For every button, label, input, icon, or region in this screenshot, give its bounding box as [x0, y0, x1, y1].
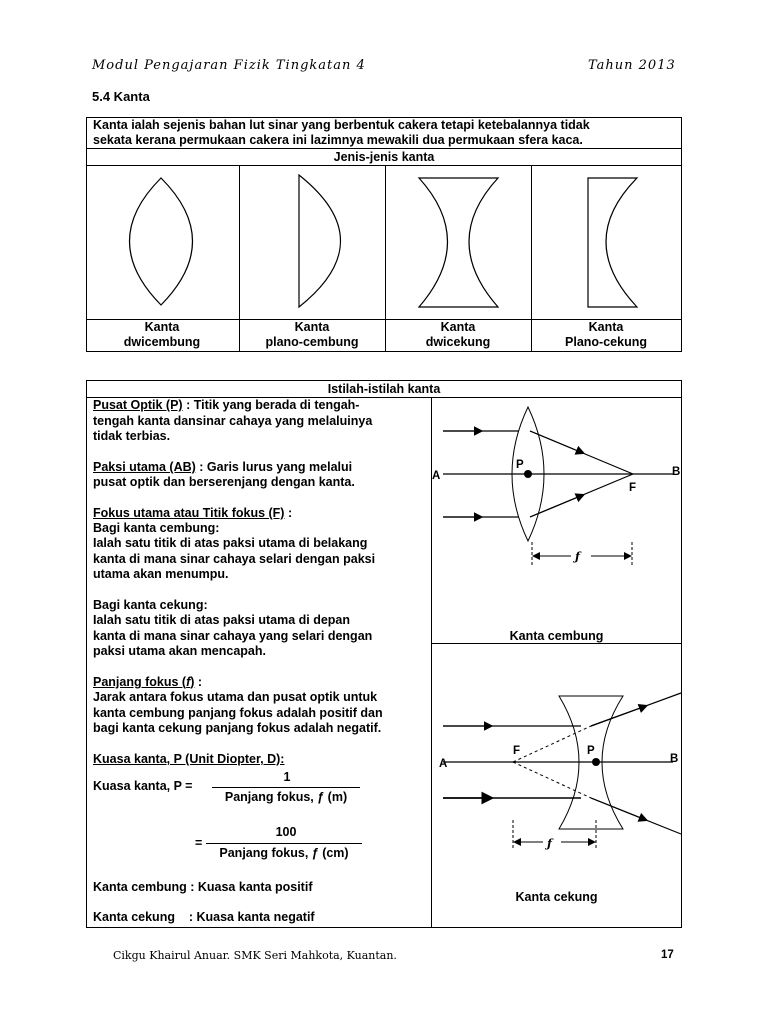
focal-convex-line-3: utama akan menumpu.: [93, 567, 229, 581]
principal-axis-def: : Garis lurus yang melalui: [195, 460, 353, 474]
terms-heading: Istilah-istilah kanta: [86, 380, 682, 398]
footer-author: Cikgu Khairul Anuar. SMK Seri Mahkota, Kuantan.: [113, 949, 397, 962]
focal-length-term: [93, 675, 194, 689]
optical-center-point: [524, 470, 532, 478]
lens-label-line: Kanta: [294, 320, 330, 334]
focal-point-term: Fokus utama atau Titik fokus (F): [93, 506, 285, 520]
page-number: 17: [661, 949, 674, 961]
lens-label-line: Kanta: [144, 320, 180, 334]
focal-length-line-1: [93, 675, 202, 690]
label-focal-length: ƒ: [547, 836, 552, 850]
optical-center-line-3: tidak terbias.: [93, 429, 171, 443]
power-concave: Kanta cekung : Kuasa kanta negatif: [93, 910, 315, 924]
focal-length-term-pre: Panjang fokus (: [93, 675, 187, 689]
refracted-ray-top-arrow: [591, 706, 646, 726]
focal-concave-line-2: kanta di mana sinar cahaya yang selari dengan: [93, 629, 373, 643]
focal-length-symbol: f: [186, 675, 191, 689]
biconvex-lens-shape: [130, 178, 193, 305]
label-P: P: [587, 745, 595, 757]
focal-length-line-2: Jarak antara fokus utama dan pusat optik untuk: [93, 690, 378, 704]
focal-concave-line-1: Ialah satu titik di atas paksi utama di depan: [93, 613, 351, 627]
header-year: Tahun 2013: [588, 58, 676, 73]
optical-center-line-1: [93, 398, 359, 413]
label-F: F: [629, 482, 637, 494]
lens-label-line: Kanta: [588, 320, 624, 334]
power-fraction-2-numerator: 100: [275, 825, 297, 839]
lens-label-plano-concave: [533, 320, 679, 350]
concave-caption: Kanta cekung: [515, 890, 598, 904]
focal-length-line-3: kanta cembung panjang fokus adalah positif dan: [93, 706, 383, 720]
intro-line-2: sekata kerana permukaan cakera ini lazimnya mewakili dua permukaan sfera kaca.: [93, 133, 583, 147]
focal-concave-heading: Bagi kanta cekung:: [93, 598, 208, 612]
label-focal-length: ƒ: [575, 549, 580, 563]
lens-shapes-drawing: [0, 0, 768, 360]
focal-convex-heading: Bagi kanta cembung:: [93, 521, 220, 535]
label-B: B: [670, 753, 679, 765]
power-fraction-1-numerator: 1: [283, 770, 291, 784]
power-convex: Kanta cembung : Kuasa kanta positif: [93, 880, 313, 894]
plano-concave-lens-shape: [588, 178, 637, 307]
power-lhs: Kuasa kanta, P =: [93, 779, 193, 793]
section-title: 5.4 Kanta: [92, 89, 150, 104]
refracted-ray-top-arrow: [530, 431, 583, 453]
focal-length-line-4: bagi kanta cekung panjang fokus adalah negatif.: [93, 721, 382, 735]
focal-convex-line-1: Ialah satu titik di atas paksi utama di belakang: [93, 536, 368, 550]
optical-center-def: : Titik yang berada di tengah-: [182, 398, 360, 412]
focal-convex-line-2: kanta di mana sinar cahaya selari dengan paksi: [93, 552, 376, 566]
concave-lens-diagram: [431, 644, 682, 884]
focal-point-line-1: [93, 506, 292, 521]
principal-axis-term: Paksi utama (AB): [93, 460, 196, 474]
refracted-ray-bottom-arrow: [530, 495, 583, 517]
label-F: F: [513, 745, 521, 757]
principal-axis-line-1: [93, 460, 352, 475]
focal-length-colon: :: [194, 675, 203, 689]
lens-label-line: dwicekung: [425, 335, 491, 349]
lens-label-line: Plano-cekung: [565, 335, 647, 349]
lens-label-biconcave: [385, 320, 531, 350]
intro-line-1: Kanta ialah sejenis bahan lut sinar yang berbentuk cakera tetapi ketebalannya tidak: [93, 118, 590, 132]
lens-label-line: plano-cembung: [265, 335, 359, 349]
header-module-title: Modul Pengajaran Fizik Tingkatan 4: [92, 58, 366, 73]
optical-center-point: [592, 758, 600, 766]
focal-length-term-post: ): [190, 675, 195, 689]
power-fraction-1-denominator: Panjang fokus, ƒ (m): [224, 790, 348, 804]
principal-axis-line-2: pusat optik dan berserenjang dengan kanta.: [93, 475, 355, 489]
lens-label-line: dwicembung: [123, 335, 201, 349]
lens-types-heading: Jenis-jenis kanta: [86, 148, 682, 166]
lens-label-plano-convex: [239, 320, 385, 350]
label-B: B: [672, 466, 681, 478]
convex-lens-diagram: [431, 397, 682, 643]
power-fraction-1-bar: [212, 787, 360, 788]
label-A: A: [439, 758, 448, 770]
lens-label-line: Kanta: [440, 320, 476, 334]
biconcave-lens-shape: [419, 178, 498, 307]
lens-label-biconvex: [89, 320, 235, 350]
power-term: Kuasa kanta, P (Unit Diopter, D):: [93, 752, 285, 766]
power-fraction-2-bar: [206, 843, 362, 844]
label-A: A: [432, 470, 441, 482]
convex-caption: Kanta cembung: [509, 629, 604, 643]
focal-point-colon: :: [284, 506, 293, 520]
power-equals: =: [195, 836, 203, 850]
power-fraction-2-denominator: Panjang fokus, ƒ (cm): [219, 846, 349, 860]
optical-center-line-2: tengah kanta dansinar cahaya yang melaluinya: [93, 414, 373, 428]
optical-center-term: Pusat Optik (P): [93, 398, 183, 412]
focal-concave-line-3: paksi utama akan mencapah.: [93, 644, 266, 658]
label-P: P: [516, 459, 524, 471]
refracted-ray-bottom-arrow: [591, 798, 646, 820]
plano-convex-lens-shape: [299, 175, 341, 307]
